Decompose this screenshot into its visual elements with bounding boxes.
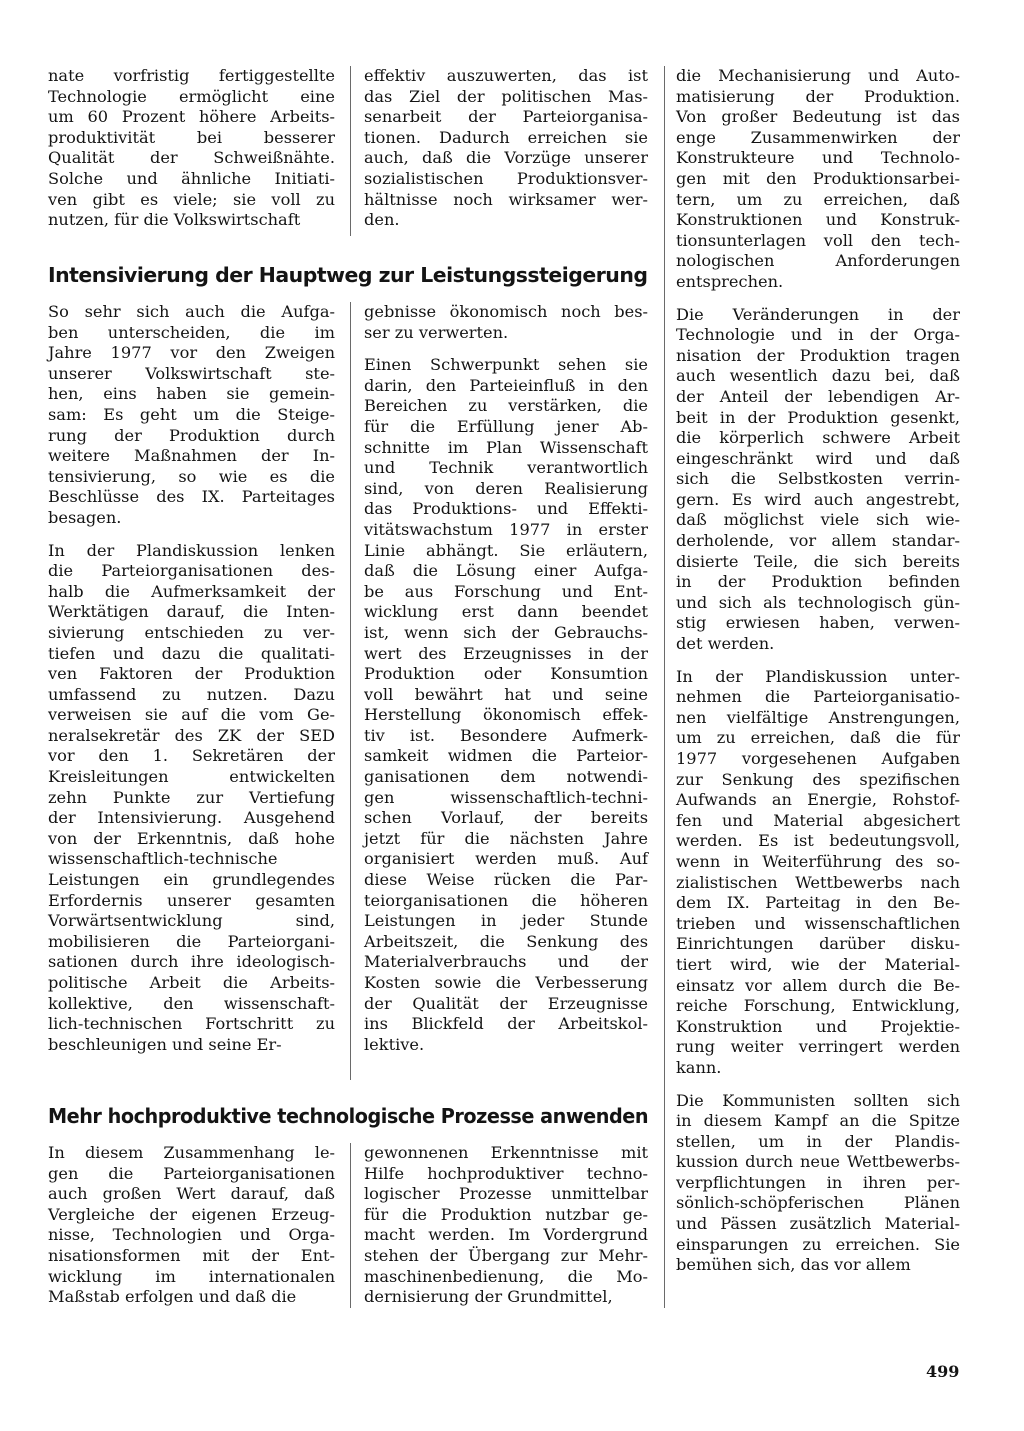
section-heading-prozesse: Mehr hochproduktive technologische Prozesse anwenden: [48, 1104, 649, 1128]
paragraph: [48, 541, 335, 1056]
column-rule-bottom: [350, 1143, 351, 1308]
text-line: werden. Es ist bedeutungsvoll,: [676, 831, 960, 851]
text-line: tiert wird, wie der Material-: [676, 954, 960, 974]
column-rule-top: [350, 66, 351, 236]
paragraph: [48, 66, 335, 231]
text-line: effektiv auszuwerten, das ist: [364, 66, 648, 85]
text-line: gen mit den Produktionsarbei-: [676, 168, 960, 188]
text-block: [364, 1143, 648, 1308]
text-line: Vorwärtsentwicklung sind,: [48, 911, 335, 931]
column-1-mid: [48, 302, 335, 1067]
text-line: auch wesentlich dazu bei, daß: [676, 366, 960, 386]
text-line: tensivierung, so wie es die: [48, 466, 335, 486]
text-line: sationen durch ihre ideologisch-: [48, 952, 335, 972]
text-line: stehen der Übergang zur Mehr-: [364, 1245, 648, 1265]
text-line: Technologie ermöglicht eine: [48, 86, 335, 106]
text-line: ven gibt es viele; sie voll zu: [48, 189, 335, 209]
text-line: der Intensivierung. Ausgehend: [48, 808, 335, 828]
column-rule-mid: [350, 302, 351, 1080]
text-line: eingeschränkt wird und daß: [676, 448, 960, 468]
text-line: hen, eins haben sie gemein-: [48, 384, 335, 404]
text-line: Linie abhängt. Sie erläutern,: [364, 540, 648, 560]
text-line: matisierung der Produktion.: [676, 86, 960, 106]
text-line: kussion durch neue Wettbewerbs-: [676, 1152, 960, 1172]
text-line: entsprechen.: [676, 271, 784, 291]
text-line: sich die Selbstkosten verrin-: [676, 469, 960, 489]
text-line: senarbeit der Parteiorganisa-: [364, 107, 648, 127]
column-rule-right: [664, 66, 665, 1308]
text-line: in diesem Kampf an die Spitze: [676, 1111, 960, 1131]
text-line: und sich als technologisch gün-: [676, 592, 960, 612]
column-1-bottom: [48, 1143, 335, 1320]
text-line: tiefen und dazu die qualitati-: [48, 643, 335, 663]
column-2-top: [364, 66, 648, 243]
text-line: wissenschaftlich-technische: [48, 849, 278, 869]
paragraph: [676, 667, 960, 1079]
text-line: produktivität bei besserer: [48, 127, 335, 147]
text-line: nisse, Technologien und Orga-: [48, 1225, 335, 1245]
text-line: tiv ist. Besondere Aufmerk-: [364, 725, 648, 745]
text-line: Erfordernis unserer gesamten: [48, 890, 335, 910]
text-line: gewonnenen Erkenntnisse mit: [364, 1143, 648, 1162]
text-line: halb die Aufmerksamkeit der: [48, 581, 335, 601]
text-line: nehmen die Parteiorganisatio-: [676, 687, 960, 707]
text-line: auch, daß die Vorzüge unserer: [364, 148, 648, 168]
text-line: ganisationen dem notwendi-: [364, 767, 648, 787]
text-line: stig erwiesen haben, verwen-: [676, 613, 960, 633]
text-line: um 60 Prozent höhere Arbeits-: [48, 107, 335, 127]
text-line: tionsunterlagen voll den tech-: [676, 230, 960, 250]
text-line: Konstruktionen und Konstruk-: [676, 210, 960, 230]
text-line: disierte Teile, die sich bereits: [676, 551, 960, 571]
text-line: Produktion oder Konsumtion: [364, 664, 648, 684]
text-line: rung weiter verringert werden: [676, 1037, 960, 1057]
text-line: lektive.: [364, 1034, 425, 1054]
text-line: Kreisleitungen entwickelten: [48, 767, 335, 787]
text-line: schnitte im Plan Wissenschaft: [364, 437, 648, 457]
text-line: lich-technischen Fortschritt zu: [48, 1014, 335, 1034]
text-line: Technologie und in der Orga-: [676, 325, 960, 345]
text-line: samkeit widmen die Parteior-: [364, 746, 648, 766]
text-line: Maßstab erfolgen und daß die: [48, 1287, 297, 1307]
paragraph: [676, 1091, 960, 1276]
text-line: Von großer Bedeutung ist das: [676, 107, 960, 127]
text-line: organisiert werden muß. Auf: [364, 849, 648, 869]
column-2-mid: [364, 302, 648, 1067]
text-line: auch großen Wert darauf, daß: [48, 1184, 335, 1204]
text-line: daß die Lösung einer Aufga-: [364, 561, 648, 581]
text-line: trieben und wissenschaftlichen: [676, 913, 960, 933]
text-line: wicklung im internationalen: [48, 1266, 335, 1286]
text-line: reiche Forschung, Entwicklung,: [676, 996, 960, 1016]
text-line: beschleunigen und seine Er-: [48, 1034, 282, 1054]
text-line: sivierung entschieden zu ver-: [48, 622, 335, 642]
column-3: [676, 66, 960, 1288]
text-line: Konstruktion und Projektie-: [676, 1016, 960, 1036]
text-line: logischer Prozesse unmittelbar: [364, 1184, 648, 1204]
text-line: besagen.: [48, 507, 122, 527]
paragraph: [364, 355, 648, 1055]
text-line: die Parteiorganisationen des-: [48, 561, 335, 581]
text-line: nate vorfristig fertiggestellte: [48, 66, 335, 85]
text-line: Die Kommunisten sollten sich: [676, 1090, 960, 1110]
text-line: So sehr sich auch die Aufga-: [48, 302, 335, 321]
text-line: gen die Parteiorganisationen: [48, 1163, 335, 1183]
text-line: wicklung erst dann beendet: [364, 602, 648, 622]
text-line: Die Veränderungen in der: [676, 304, 960, 324]
text-block: [48, 302, 335, 1055]
paragraph: [676, 305, 960, 655]
text-line: ser zu verwerten.: [364, 322, 509, 342]
text-line: für die Erfüllung jener Ab-: [364, 416, 648, 436]
paragraph: [48, 1143, 335, 1308]
text-line: das Ziel der politischen Mas-: [364, 86, 648, 106]
text-line: mobilisieren die Parteiorgani-: [48, 931, 335, 951]
text-line: kann.: [676, 1057, 722, 1077]
text-line: jetzt für die nächsten Jahre: [364, 828, 648, 848]
text-line: Leistungen in jeder Stunde: [364, 911, 648, 931]
text-line: sozialistischen Produktionsver-: [364, 168, 648, 188]
text-line: nisationsformen mit der Ent-: [48, 1245, 335, 1265]
text-line: nisation der Produktion tragen: [676, 345, 960, 365]
text-line: Werktätigen darauf, die Inten-: [48, 602, 335, 622]
text-line: dernisierung der Grundmittel,: [364, 1287, 613, 1307]
text-block: [48, 66, 335, 231]
text-line: Solche und ähnliche Initiati-: [48, 168, 335, 188]
text-line: um zu erreichen, daß die für: [676, 728, 960, 748]
paragraph: [676, 66, 960, 293]
text-line: zehn Punkte zur Vertiefung: [48, 787, 335, 807]
text-line: Einrichtungen darüber disku-: [676, 934, 960, 954]
text-line: gen wissenschaftlich-techni-: [364, 787, 648, 807]
text-line: den.: [364, 210, 400, 230]
text-line: diese Weise rücken die Par-: [364, 870, 648, 890]
text-line: Leistungen ein grundlegendes: [48, 870, 335, 890]
text-line: Arbeitszeit, die Senkung des: [364, 931, 648, 951]
text-line: einsatz vor allem durch die Be-: [676, 975, 960, 995]
paragraph: [364, 302, 648, 343]
text-line: wert des Erzeugnisses in der: [364, 643, 648, 663]
text-line: zur Senkung des spezifischen: [676, 769, 960, 789]
text-line: In der Plandiskussion lenken: [48, 540, 335, 560]
text-line: beit in der Produktion gesenkt,: [676, 407, 960, 427]
text-line: derholende, vor allem standar-: [676, 531, 960, 551]
text-line: ins Blickfeld der Arbeitskol-: [364, 1014, 648, 1034]
paragraph: [48, 302, 335, 529]
column-1-top: [48, 66, 335, 243]
text-line: und Technik verantwortlich: [364, 458, 648, 478]
text-line: nologischen Anforderungen: [676, 251, 960, 271]
text-line: Materialverbrauchs und der: [364, 952, 648, 972]
text-line: det werden.: [676, 634, 775, 654]
text-line: politische Arbeit die Arbeits-: [48, 973, 335, 992]
text-line: für die Produktion nutzbar ge-: [364, 1204, 648, 1224]
page-number: 499: [926, 1362, 960, 1381]
section-heading-intensivierung: Intensivierung der Hauptweg zur Leistungssteigerung: [48, 263, 648, 287]
text-line: Kosten sowie die Verbesserung: [364, 973, 648, 992]
text-line: daß möglichst viele sich wie-: [676, 510, 960, 530]
text-line: ben unterscheiden, die im: [48, 322, 335, 342]
text-line: zialistischen Wettbewerbs nach: [676, 872, 960, 892]
text-line: Herstellung ökonomisch effek-: [364, 705, 648, 725]
text-line: 1977 vorgesehenen Aufgaben: [676, 749, 960, 768]
text-line: vitätswachstum 1977 in erster: [364, 519, 648, 539]
text-line: bemühen sich, das vor allem: [676, 1255, 911, 1275]
text-line: ist, wenn sich der Gebrauchs-: [364, 622, 648, 642]
text-line: gern. Es wird auch angestrebt,: [676, 489, 960, 509]
text-line: verpflichtungen in ihren per-: [676, 1172, 960, 1192]
text-line: Konstrukteure und Technolo-: [676, 148, 960, 168]
text-line: Einen Schwerpunkt sehen sie: [364, 355, 648, 375]
text-block: [48, 1143, 335, 1308]
text-line: Jahre 1977 vor den Zweigen: [48, 343, 335, 363]
text-line: fen und Material abgesichert: [676, 810, 960, 830]
text-line: nutzen, für die Volkswirtschaft: [48, 210, 301, 230]
text-block: [676, 66, 960, 1276]
text-line: verweisen sie auf die vom Ge-: [48, 705, 335, 725]
text-line: sönlich-schöpferischen Plänen: [676, 1193, 960, 1213]
text-line: Beschlüsse des IX. Parteitages: [48, 487, 335, 507]
column-2-bottom: [364, 1143, 648, 1320]
paragraph: [364, 1143, 648, 1308]
text-line: Qualität der Schweißnähte.: [48, 148, 335, 168]
text-line: Bereichen zu verstärken, die: [364, 396, 648, 416]
text-line: In der Plandiskussion unter-: [676, 666, 960, 686]
text-line: Vergleiche der eigenen Erzeug-: [48, 1204, 335, 1224]
text-line: unserer Volkswirtschaft ste-: [48, 363, 335, 383]
text-line: enge Zusammenwirken der: [676, 127, 960, 147]
text-line: maschinenbedienung, die Mo-: [364, 1266, 648, 1286]
text-line: sam: Es geht um die Steige-: [48, 404, 335, 424]
text-line: in der Produktion befinden: [676, 572, 960, 592]
text-line: vor den 1. Sekretären der: [48, 746, 335, 766]
text-line: einsparungen zu erreichen. Sie: [676, 1234, 960, 1254]
text-line: das Produktions- und Effekti-: [364, 499, 648, 519]
text-line: teiorganisationen die höheren: [364, 890, 648, 910]
text-line: darin, den Parteieinfluß in den: [364, 375, 648, 395]
text-line: hältnisse noch wirksamer wer-: [364, 189, 648, 209]
text-line: be aus Forschung und Ent-: [364, 581, 648, 601]
text-line: und Pässen zusätzlich Material-: [676, 1214, 960, 1234]
text-line: tionen. Dadurch erreichen sie: [364, 127, 648, 147]
text-line: macht werden. Im Vordergrund: [364, 1225, 648, 1245]
text-line: schen Vorlauf, der bereits: [364, 808, 648, 828]
text-line: tern, um zu erreichen, daß: [676, 189, 960, 209]
text-line: gebnisse ökonomisch noch bes-: [364, 302, 648, 321]
text-line: voll bewährt hat und seine: [364, 684, 648, 704]
text-line: dem IX. Parteitag in den Be-: [676, 893, 960, 913]
text-line: Hilfe hochproduktiver techno-: [364, 1163, 648, 1183]
text-line: ven Faktoren der Produktion: [48, 664, 335, 684]
text-block: [364, 302, 648, 1055]
text-line: der Qualität der Erzeugnisse: [364, 993, 648, 1013]
text-line: die Mechanisierung und Auto-: [676, 66, 960, 85]
text-line: von der Erkenntnis, daß hohe: [48, 828, 335, 848]
paragraph: [364, 66, 648, 231]
text-line: sind, von deren Realisierung: [364, 478, 648, 498]
text-line: der Anteil der lebendigen Ar-: [676, 386, 960, 406]
text-line: die körperlich schwere Arbeit: [676, 428, 960, 448]
text-line: umfassend zu nutzen. Dazu: [48, 684, 335, 704]
text-line: weitere Maßnahmen der In-: [48, 446, 335, 466]
text-line: In diesem Zusammenhang le-: [48, 1143, 335, 1162]
text-line: Aufwands an Energie, Rohstof-: [676, 790, 960, 810]
text-line: kollektive, den wissenschaft-: [48, 993, 335, 1013]
text-line: nen vielfältige Anstrengungen,: [676, 707, 960, 727]
text-line: wenn in Weiterführung des so-: [676, 851, 960, 871]
text-line: rung der Produktion durch: [48, 425, 335, 445]
text-line: stellen, um in der Plandis-: [676, 1131, 960, 1151]
text-line: neralsekretär des ZK der SED: [48, 725, 335, 745]
text-block: [364, 66, 648, 231]
